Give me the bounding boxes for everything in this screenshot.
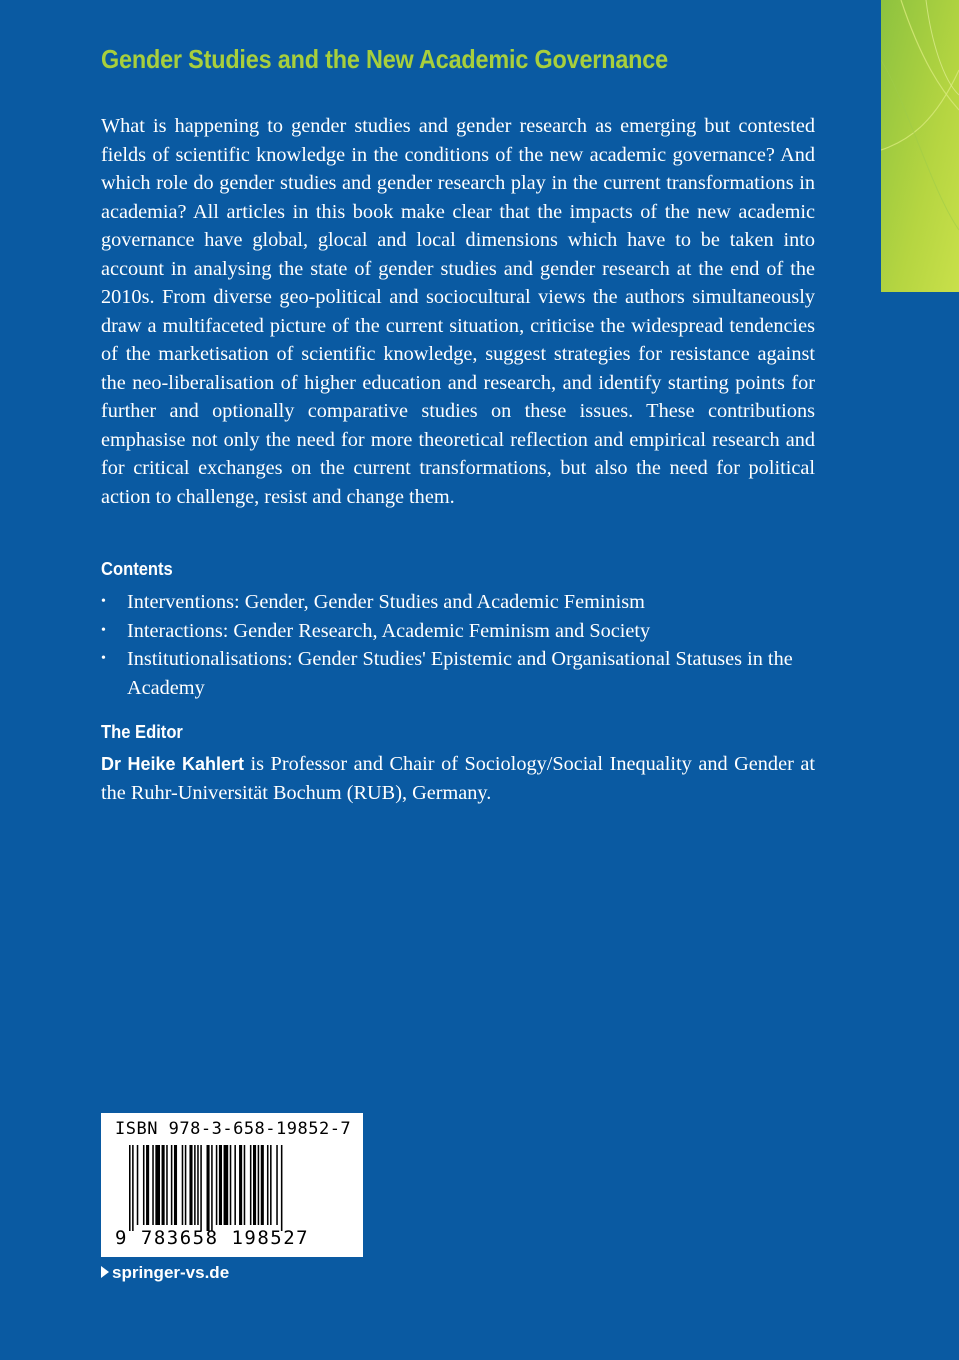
barcode-bar (146, 1145, 149, 1225)
barcode-bar (244, 1145, 246, 1225)
barcode-bar (143, 1145, 145, 1225)
list-item: • Institutionalisations: Gender Studies' Epistemic and Organisational Statuses in the Academy (101, 645, 815, 702)
barcode-bar (224, 1145, 229, 1225)
triangle-right-icon (101, 1266, 109, 1278)
barcode-bar (197, 1145, 199, 1225)
barcode-bar (166, 1145, 168, 1225)
barcode-bar (132, 1145, 134, 1231)
barcode-bar (234, 1145, 236, 1225)
book-description: What is happening to gender studies and gender research as emerging but contested fields of scientific knowledge in the conditions of the new academic governance? And which role do gender studies and gender research play in the current transformations in academia? All articles in this book make clear that the impacts of the new academic governance have global, glocal and local dimensions which have to be taken into account in analysing the state of gender studies and gender research at the end of the 2010s. From diverse geo-political and sociocultural views the authors simultaneously draw a multifaceted picture of the current situation, criticise the widespread tendencies of the marketisation of scientific knowledge, suggest strategies for resistance against the neo-liberalisation of higher education and research, and identify starting points for further and optionally comparative studies on these issues. These contributions emphasise not only the need for more theoretical reflection and empirical research and for critical exchanges on the current transformations, but also the need for political action to challenge, resist and change them. (101, 115, 815, 508)
barcode-bar (239, 1145, 242, 1225)
bullet-icon: • (101, 594, 106, 609)
barcode-bar (162, 1145, 165, 1225)
barcode-bar (129, 1145, 131, 1231)
editor-name: Dr Heike Kahlert (101, 754, 244, 774)
barcode-bar (211, 1145, 213, 1231)
barcode-bar (281, 1145, 283, 1231)
barcode-bar (216, 1145, 218, 1225)
isbn-barcode (101, 1113, 363, 1257)
contents-list (101, 588, 815, 702)
barcode-bar (261, 1145, 264, 1225)
barcode-bars (129, 1145, 349, 1231)
barcode-bar (253, 1145, 256, 1225)
barcode-bar (230, 1145, 232, 1225)
list-item: • Interventions: Gender, Gender Studies and Academic Feminism (101, 588, 815, 617)
barcode-bar (258, 1145, 260, 1225)
barcode-bar (189, 1145, 192, 1225)
barcode-bar (182, 1145, 184, 1225)
barcode-bar (267, 1145, 269, 1225)
barcode-bar (270, 1145, 272, 1225)
barcode-bar (207, 1145, 210, 1231)
bullet-icon: • (101, 651, 106, 666)
barcode-bar (219, 1145, 222, 1225)
barcode-bar (185, 1145, 187, 1225)
barcode-bar (174, 1145, 177, 1225)
list-item: • Interactions: Gender Research, Academic Feminism and Society (101, 617, 815, 646)
barcode-bar (171, 1145, 173, 1225)
barcode-bar (276, 1145, 278, 1225)
ean-digits: 9 783658 198527 (115, 1227, 310, 1249)
isbn-label: ISBN 978-3-658-19852-7 (115, 1119, 352, 1139)
barcode-bar (250, 1145, 252, 1225)
website-text: springer-vs.de (112, 1263, 230, 1282)
barcode-bar (200, 1145, 202, 1231)
barcode-bar (194, 1145, 196, 1225)
editor-heading: The Editor (101, 722, 183, 742)
corner-graphic (881, 0, 959, 292)
barcode-bar (152, 1145, 154, 1225)
bullet-icon: • (101, 622, 106, 638)
editor-bio (101, 750, 815, 807)
website-link[interactable] (101, 1263, 229, 1283)
barcode-bar (155, 1145, 160, 1225)
book-title: Gender Studies and the New Academic Governance (101, 44, 668, 74)
contents-heading: Contents (101, 559, 173, 579)
barcode-bar (137, 1145, 139, 1225)
editor-bio-text: is Professor and Chair of Sociology/Social Inequality and Gender at the Ruhr-Universität Bochum (RUB), Germany. (101, 753, 815, 804)
